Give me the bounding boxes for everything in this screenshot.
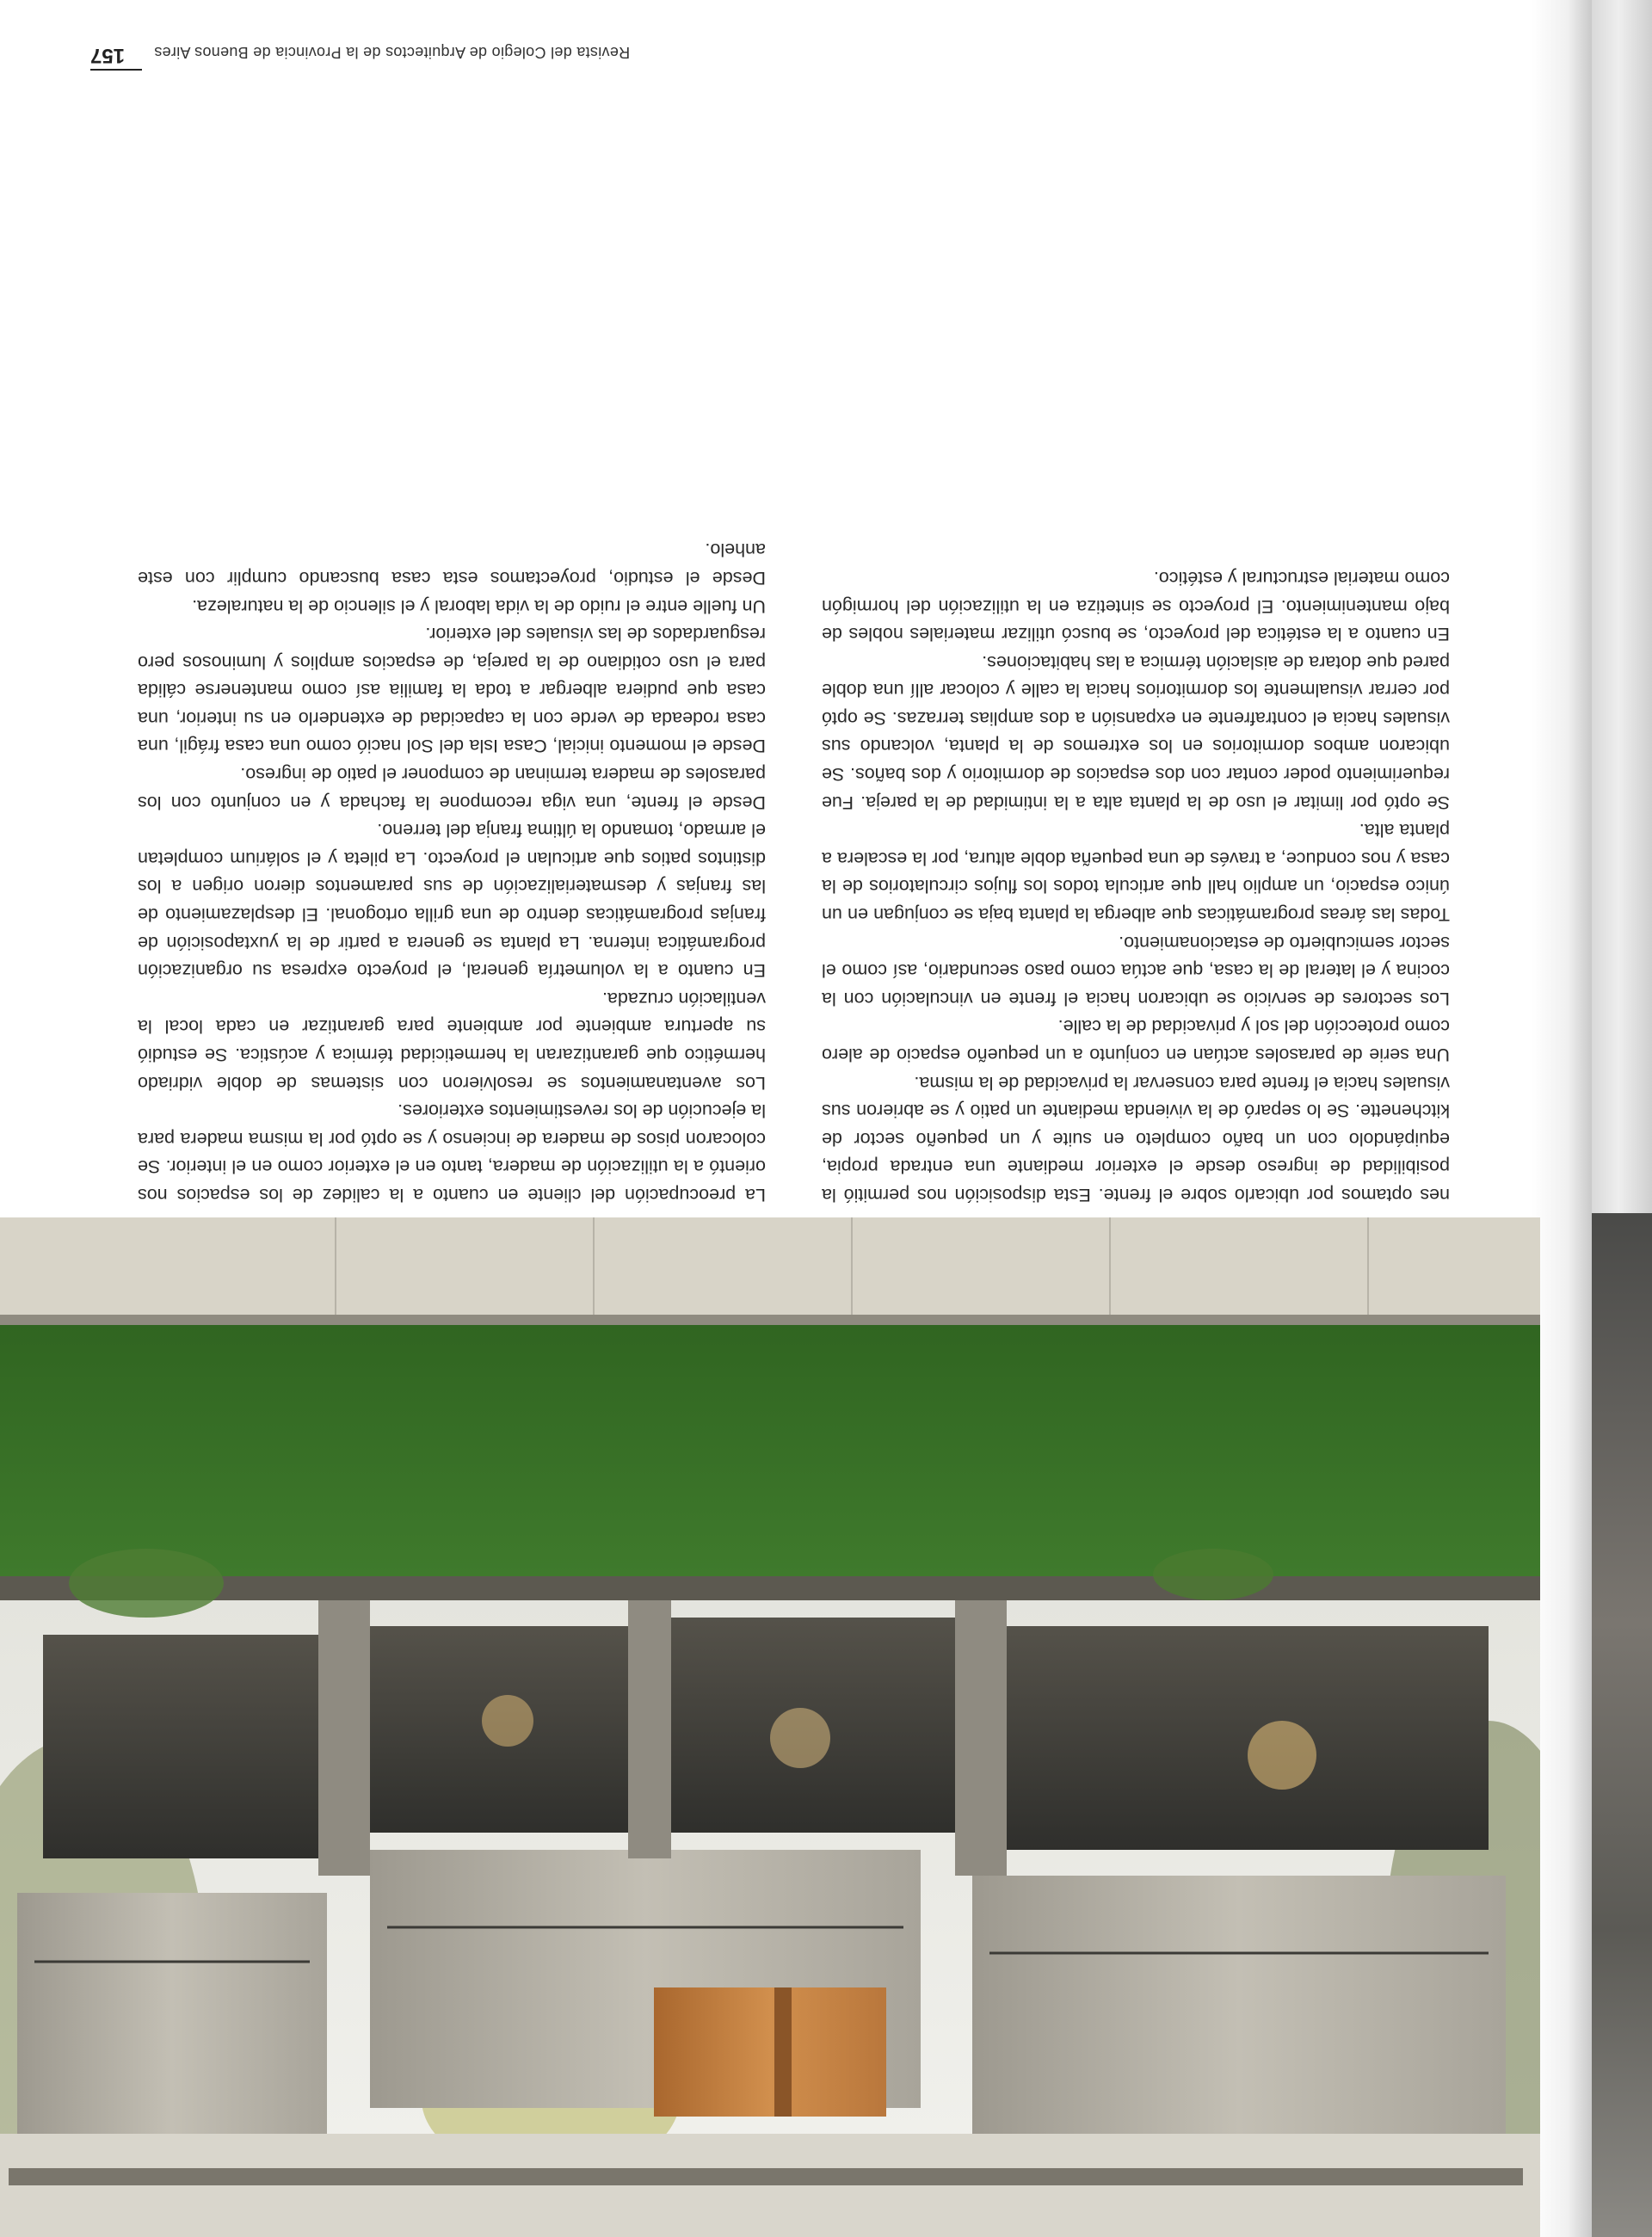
paragraph: Los aventanamientos se resolvieron con sistemas de doble vidriado hermético que garantizaran la hermeticidad térmica y acústica. Se estudió su apertura ambiente por ambiente para garantizar en cada local la ventilación cruzada. <box>138 988 766 1094</box>
adjacent-page-edge <box>1592 0 1652 2237</box>
article-body <box>0 4 1540 1209</box>
paragraph: En cuanto a la volumetría general, el proyecto expresa su organización programática interna. La planta se genera a partir de la yuxtaposición de franjas programáticas dentro de una grilla ortogonal. El desplazamiento de las franjas y desmaterialización de sus paramentos dieron origen a los distintos patios que articulan el proyecto. La pileta y el solárium completan el armado, tomando la última franja del terreno. <box>138 820 766 982</box>
text-column-right <box>138 536 766 1209</box>
paragraph: En cuanto a la estética del proyecto, se buscó utilizar materiales nobles de bajo mantenimiento. El proyecto se sintetiza en la utilización del hormigón como material estructural y estético. <box>822 567 1450 645</box>
page-footer <box>90 43 796 77</box>
paragraph: Desde el estudio, proyectamos esta casa buscando cumplir con este anhelo. <box>138 539 766 589</box>
page-number: 157 <box>90 43 142 71</box>
paragraph: Desde el frente, una viga recompone la fachada y en conjunto con los parasoles de madera terminan de componer el patio de ingreso. <box>138 764 766 813</box>
paragraph: La preocupación del cliente en cuanto a la calidez de los espacios nos orientó a la utilización de madera, tanto en el exterior como en el interior. Se colocaron pisos de madera de incienso y se optó por la misma madera para la ejecución de los revestimientos exteriores. <box>138 1100 766 1205</box>
page-gutter-shadow <box>1532 0 1592 2237</box>
paragraph: Una serie de parasoles actúan en conjunto a un pequeño espacio de alero como protección del sol y privacidad de la calle. <box>822 1016 1450 1066</box>
journal-name: Revista del Colegio de Arquitectos de la Provincia de Buenos Aires <box>154 44 631 61</box>
paragraph: nes optamos por ubicarlo sobre el frente. Esta disposición nos permitió la posibilidad de ingreso desde el exterior mediante una entrada propia, equipándolo con un baño completo en suite y un pequeño sector de kitchenette. Se lo separó de la vivienda mediante un patio y se abrieron sus visuales hacia el frente para conservar la privacidad de la misma. <box>822 1072 1450 1205</box>
paragraph: Los sectores de servicio se ubicaron hacia el frente en vinculación con la cocina y el lateral de la casa, que actúa como paso secundario, así como el sector semicubierto de estacionamiento. <box>822 932 1450 1009</box>
house-photo <box>0 1217 1540 2237</box>
paragraph: Todas las áreas programáticas que alberga la planta baja se conjugan en un único espacio, un amplio hall que articula todos los flujos circulatorios de la casa y nos conduce, a través de una pequeña doble altura, por la escalera a planta alta. <box>822 820 1450 926</box>
paragraph: Se optó por limitar el uso de la planta alta a la intimidad de la pareja. Fue requerimiento poder contar con dos espacios de dormitorio y dos baños. Se ubicaron ambos dormitorios en los extremos de la planta, volcando sus visuales hacia el contrafrente en expansión a dos amplias terrazas. Se optó por cerrar visualmente los dormitorios hacia la calle y colocar allí una doble pared que dotara de aislación térmica a las habitaciones. <box>822 651 1450 813</box>
paragraph: Un fuelle entre el ruido de la vida laboral y el silencio de la naturaleza. <box>192 595 766 617</box>
adjacent-page-photo-strip <box>1592 1213 1652 2237</box>
text-column-left <box>822 564 1450 1209</box>
paragraph: Desde el momento inicial, Casa Isla del Sol nació como una casa frágil, una casa rodeada de verde con la capacidad de extenderlo en su interior, una casa que pudiera albergar a toda la familia así como mantenerse cálida para el uso cotidiano de la pareja, de espacios amplios y luminosos pero resguardados de las visuales del exterior. <box>138 624 766 757</box>
house-photo-illustration <box>0 1217 1540 2237</box>
